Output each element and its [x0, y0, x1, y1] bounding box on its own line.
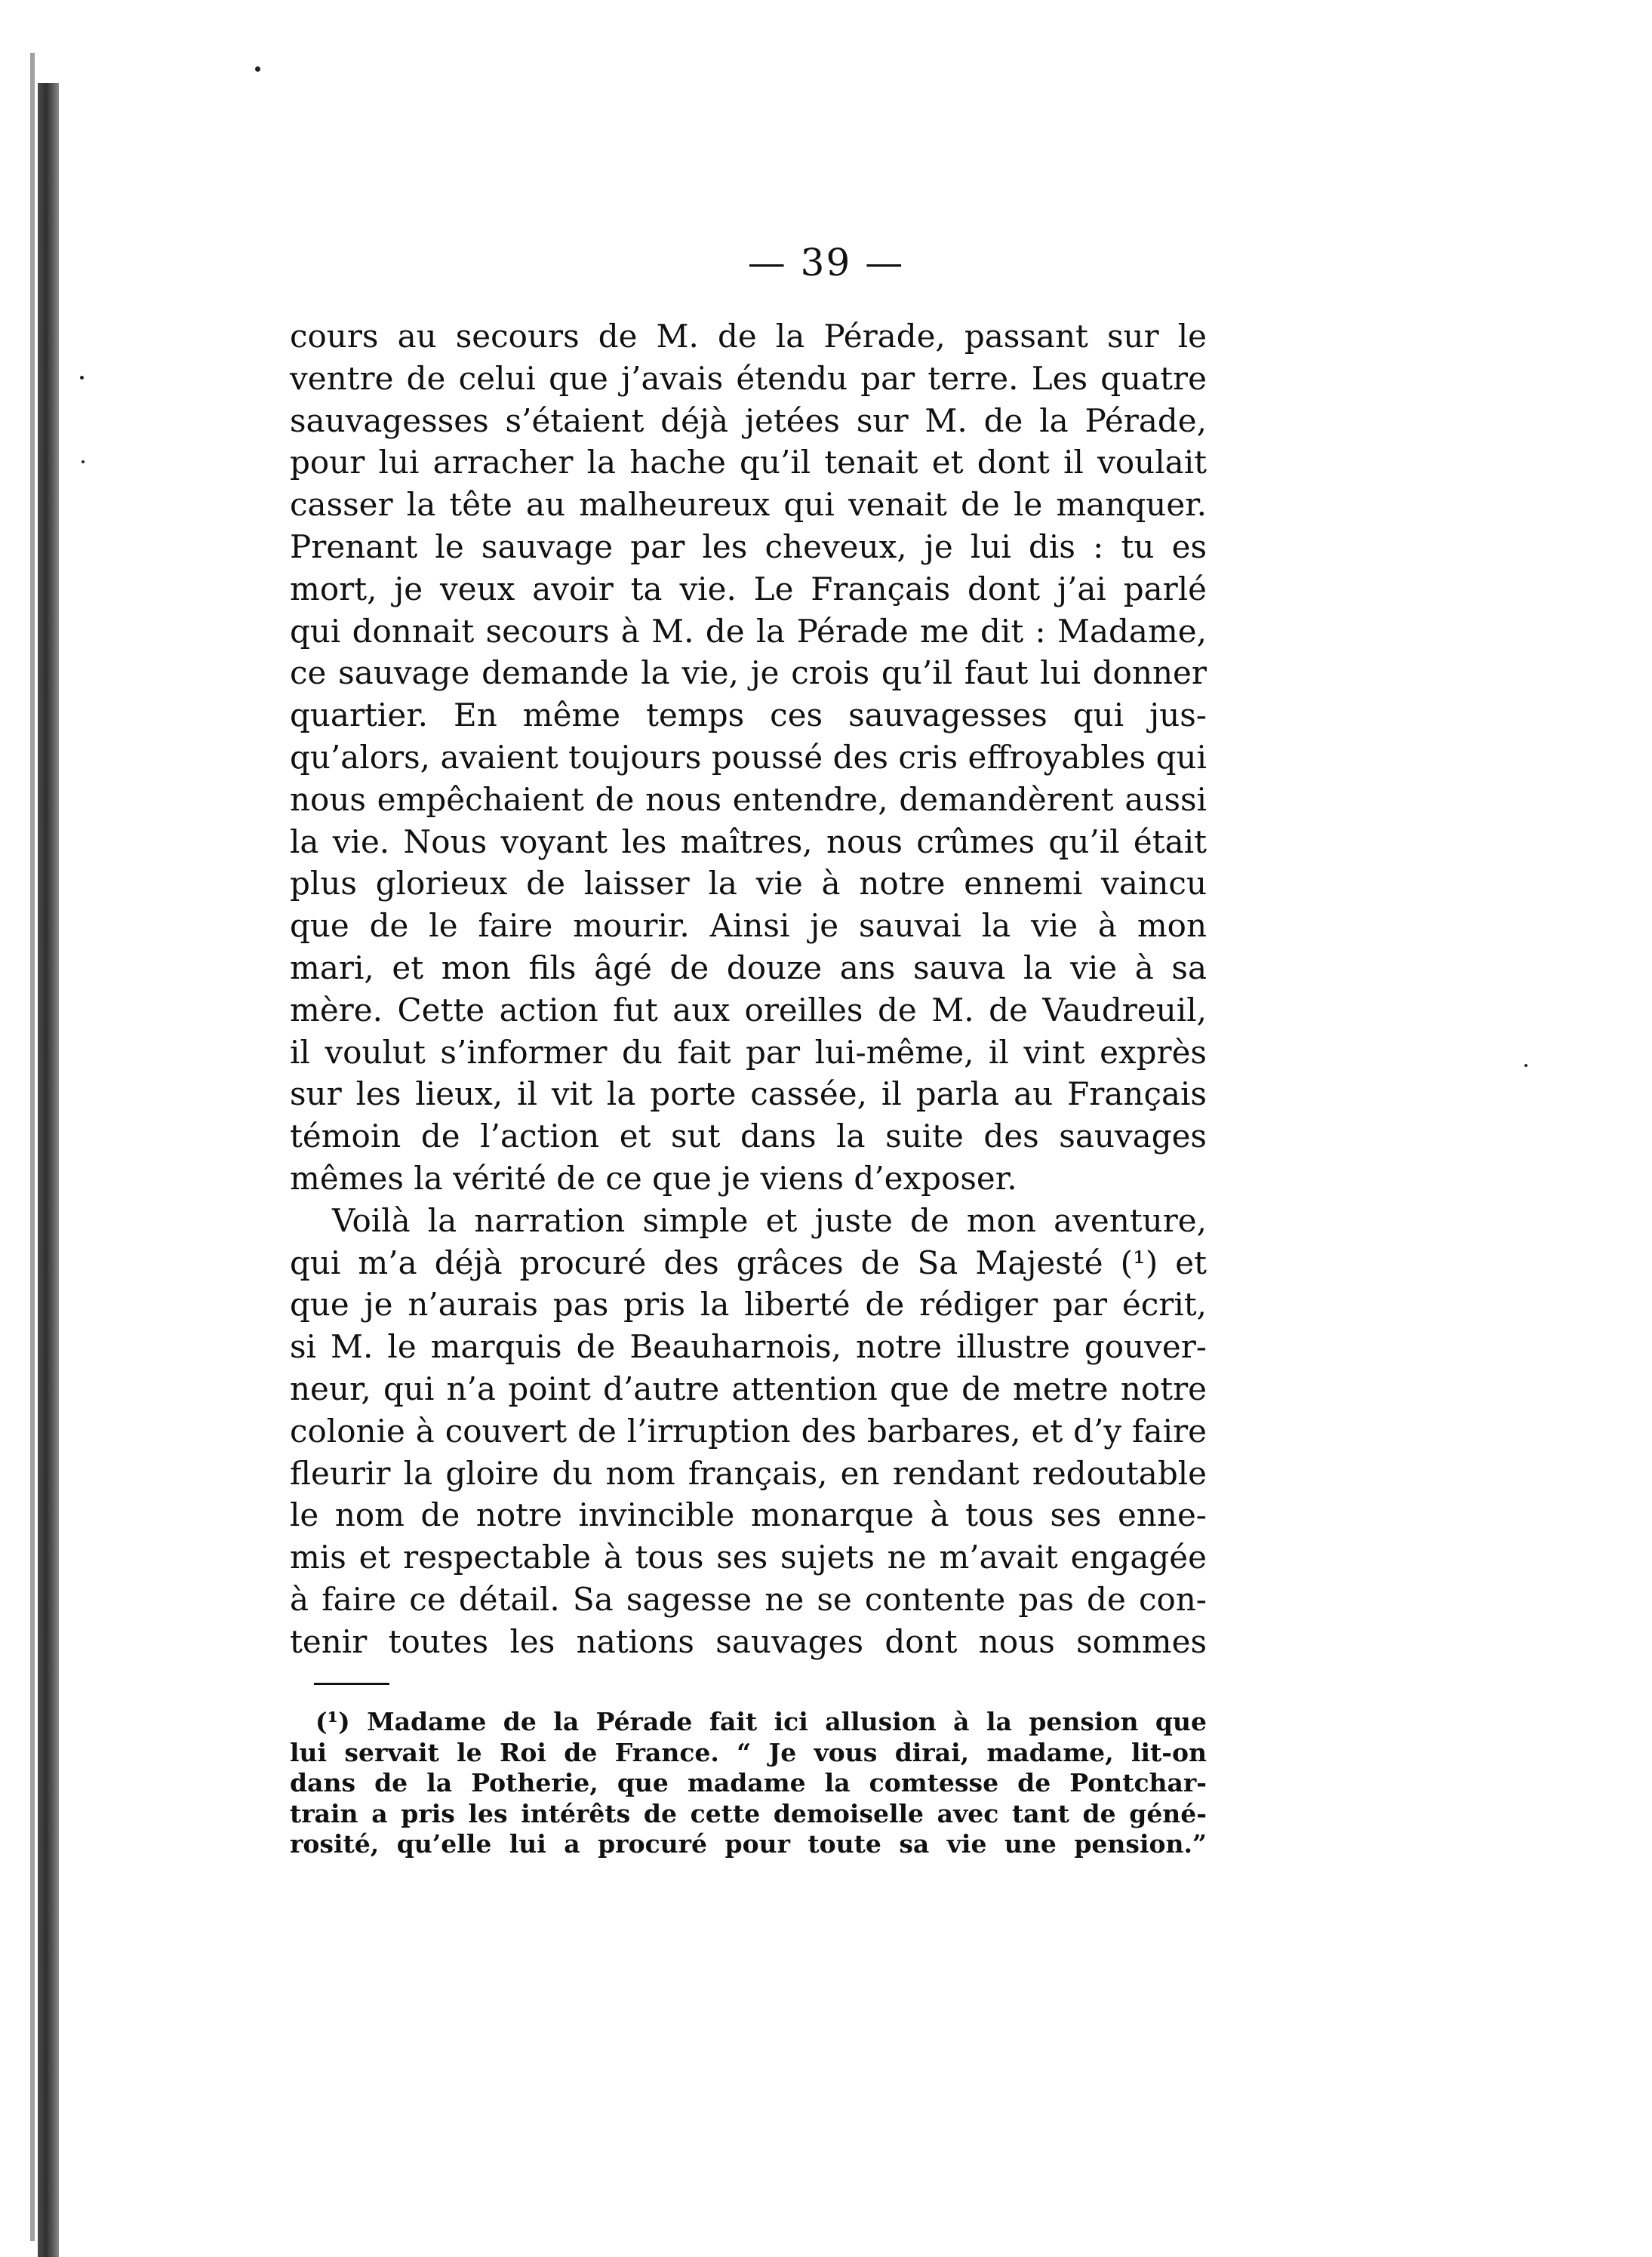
body-line: mère. Cette action fut aux oreilles de M. de Vaudreuil,: [290, 991, 1207, 1029]
body-line: qui donnait secours à M. de la Pérade me dit : Madame,: [290, 612, 1207, 650]
body-line: si M. le marquis de Beauharnois, notre illustre gouver-: [290, 1328, 1207, 1366]
body-line: quartier. En même temps ces sauvagesses qui jus-: [290, 696, 1207, 734]
body-line: mort, je veux avoir ta vie. Le Français dont j’ai parlé: [290, 570, 1207, 607]
body-text: [290, 315, 1207, 1663]
body-line: cours au secours de M. de la Pérade, passant sur le: [290, 318, 1207, 355]
body-line: Prenant le sauvage par les cheveux, je lui dis : tu es: [290, 527, 1207, 565]
body-line: ce sauvage demande la vie, je crois qu’il faut lui donner: [290, 654, 1207, 692]
body-line: qu’alors, avaient toujours poussé des cris effroyables qui: [290, 738, 1207, 776]
ink-speck: [1524, 1064, 1527, 1067]
body-line: colonie à couvert de l’irruption des barbares, et d’y faire: [290, 1412, 1207, 1450]
body-line: à faire ce détail. Sa sagesse ne se contente pas de con-: [290, 1580, 1207, 1618]
body-line: que je n’aurais pas pris la liberté de rédiger par écrit,: [290, 1286, 1207, 1324]
body-line: plus glorieux de laisser la vie à notre ennemi vaincu: [290, 865, 1207, 902]
footnote-line: train a pris les intérêts de cette demoiselle avec tant de géné-: [290, 1798, 1207, 1828]
body-line: mari, et mon fils âgé de douze ans sauva la vie à sa: [290, 949, 1207, 986]
footnote-line: rosité, qu’elle lui a procuré pour toute sa vie une pension.”: [290, 1829, 1207, 1859]
footnote-line: (¹) Madame de la Pérade fait ici allusion à la pension que: [315, 1707, 1207, 1736]
footnote-rule: [314, 1683, 389, 1685]
body-line: Voilà la narration simple et juste de mon aventure,: [332, 1201, 1207, 1239]
page-binding-edge: [38, 83, 59, 2257]
body-line: qui m’a déjà procuré des grâces de Sa Majesté (¹) et: [290, 1244, 1207, 1281]
body-line: sur les lieux, il vit la porte cassée, il parla au Français: [290, 1075, 1207, 1113]
body-line: pour lui arracher la hache qu’il tenait et dont il voulait: [290, 444, 1207, 481]
footnote-line: lui servait le Roi de France. “ Je vous dirai, madame, lit-on: [290, 1737, 1207, 1767]
body-line: ventre de celui que j’avais étendu par terre. Les quatre: [290, 359, 1207, 397]
body-line: sauvagesses s’étaient déjà jetées sur M. de la Pérade,: [290, 401, 1207, 439]
body-line: tenir toutes les nations sauvages dont nous sommes: [290, 1622, 1207, 1660]
ink-speck: [82, 460, 85, 463]
body-line: que de le faire mourir. Ainsi je sauvai la vie à mon: [290, 907, 1207, 945]
body-line: mêmes la vérité de ce que je viens d’exposer.: [290, 1159, 1017, 1197]
body-line: le nom de notre invincible monarque à tous ses enne-: [290, 1496, 1207, 1534]
body-line: casser la tête au malheureux qui venait de le manquer.: [290, 486, 1207, 524]
body-line: fleurir la gloire du nom français, en rendant redoutable: [290, 1454, 1207, 1492]
body-line: neur, qui n’a point d’autre attention que de metre notre: [290, 1370, 1207, 1407]
body-line: la vie. Nous voyant les maîtres, nous crûmes qu’il était: [290, 823, 1207, 860]
ink-speck: [255, 66, 260, 72]
footnote-line: dans de la Potherie, que madame la comtesse de Pontchar-: [290, 1768, 1207, 1797]
footnote: [290, 1707, 1207, 1860]
body-line: mis et respectable à tous ses sujets ne m’avait engagée: [290, 1539, 1207, 1576]
body-line: nous empêchaient de nous entendre, demandèrent aussi: [290, 780, 1207, 818]
body-line: témoin de l’action et sut dans la suite des sauvages: [290, 1118, 1207, 1155]
page-binding-shadow: [30, 53, 35, 2241]
page-number: — 39 —: [747, 241, 905, 284]
ink-speck: [80, 376, 84, 380]
body-line: il voulut s’informer du fait par lui-même, il vint exprès: [290, 1033, 1207, 1071]
